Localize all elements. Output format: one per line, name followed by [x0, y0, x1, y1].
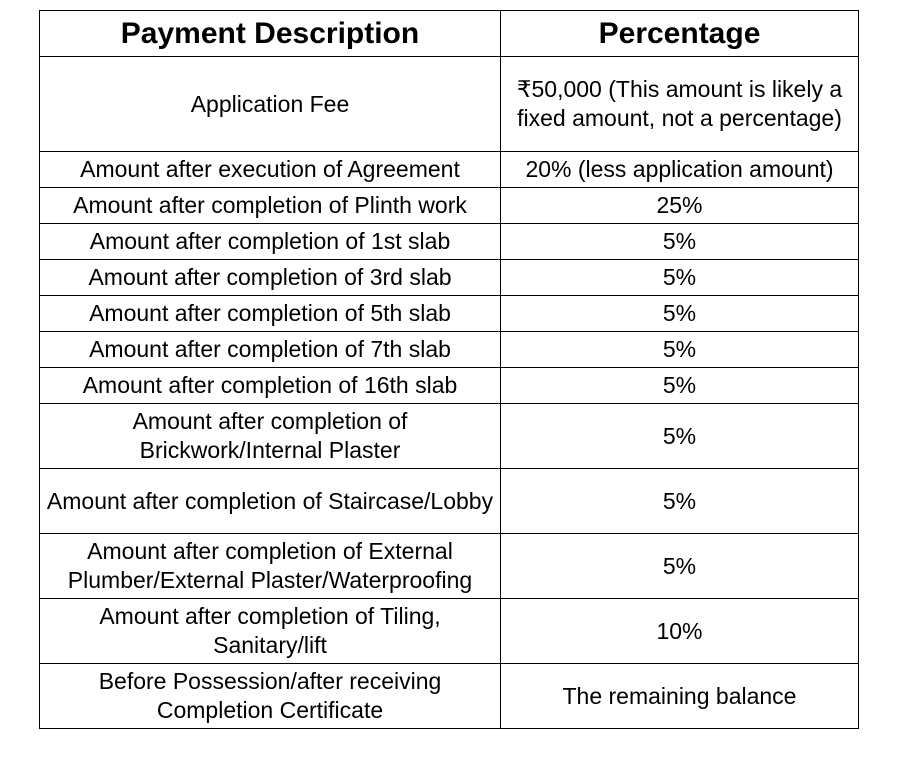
payment-description-cell: Amount after completion of 5th slab — [40, 296, 501, 332]
payment-description-cell: Amount after completion of Staircase/Lobby — [40, 469, 501, 534]
percentage-cell: 5% — [501, 404, 859, 469]
payment-description-cell: Amount after execution of Agreement — [40, 152, 501, 188]
payment-description-cell: Application Fee — [40, 57, 501, 152]
table-row — [40, 534, 859, 599]
table-row — [40, 57, 859, 152]
payment-description-cell: Before Possession/after receiving Completion Certificate — [40, 664, 501, 729]
percentage-cell: The remaining balance — [501, 664, 859, 729]
table-row — [40, 296, 859, 332]
table-row — [40, 188, 859, 224]
table-row — [40, 260, 859, 296]
header-percentage: Percentage — [501, 11, 859, 57]
percentage-cell: 5% — [501, 332, 859, 368]
table-row — [40, 152, 859, 188]
percentage-cell: ₹50,000 (This amount is likely a fixed amount, not a percentage) — [501, 57, 859, 152]
payment-description-cell: Amount after completion of Plinth work — [40, 188, 501, 224]
payment-description-cell: Amount after completion of 3rd slab — [40, 260, 501, 296]
payment-description-cell: Amount after completion of External Plumber/External Plaster/Waterproofing — [40, 534, 501, 599]
table-row — [40, 368, 859, 404]
percentage-cell: 5% — [501, 534, 859, 599]
table-row — [40, 404, 859, 469]
percentage-cell: 5% — [501, 296, 859, 332]
percentage-cell: 5% — [501, 260, 859, 296]
table-row — [40, 332, 859, 368]
payment-description-cell: Amount after completion of Tiling, Sanitary/lift — [40, 599, 501, 664]
payment-schedule-table — [39, 10, 859, 729]
percentage-cell: 5% — [501, 368, 859, 404]
table-row — [40, 664, 859, 729]
header-row — [40, 11, 859, 57]
table-row — [40, 224, 859, 260]
percentage-cell: 5% — [501, 224, 859, 260]
table-row — [40, 599, 859, 664]
percentage-cell: 20% (less application amount) — [501, 152, 859, 188]
percentage-cell: 5% — [501, 469, 859, 534]
percentage-cell: 25% — [501, 188, 859, 224]
header-payment-description: Payment Description — [40, 11, 501, 57]
payment-description-cell: Amount after completion of 16th slab — [40, 368, 501, 404]
payment-description-cell: Amount after completion of 1st slab — [40, 224, 501, 260]
table-row — [40, 469, 859, 534]
percentage-cell: 10% — [501, 599, 859, 664]
payment-description-cell: Amount after completion of Brickwork/Internal Plaster — [40, 404, 501, 469]
payment-description-cell: Amount after completion of 7th slab — [40, 332, 501, 368]
